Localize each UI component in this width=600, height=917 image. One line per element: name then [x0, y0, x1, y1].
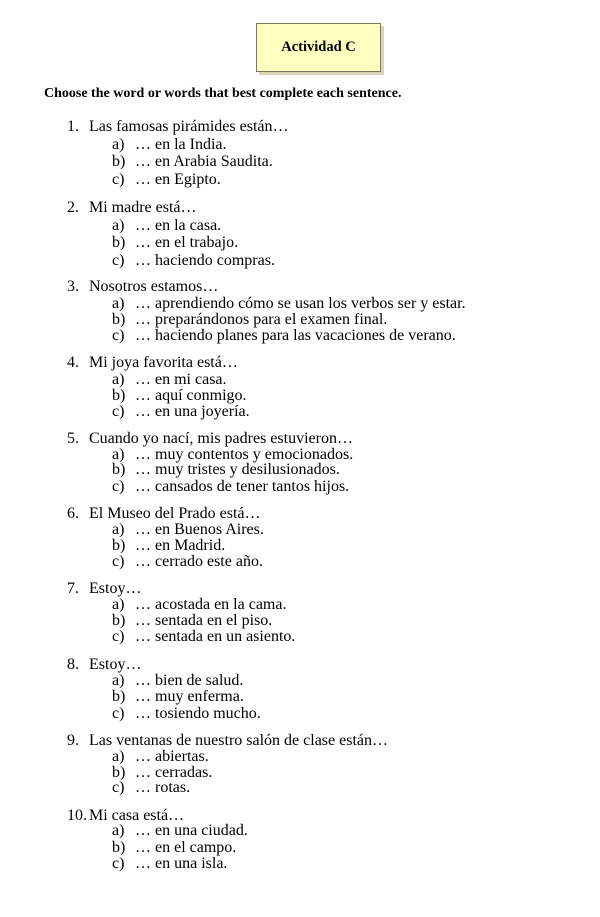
question-number: 2.	[67, 199, 79, 216]
option-letter: a)	[112, 596, 125, 613]
option-text: … preparándonos para el examen final.	[135, 311, 388, 328]
option-letter: c)	[112, 855, 125, 872]
option-text: … aprendiendo cómo se usan los verbos ser y estar.	[135, 295, 466, 312]
question-number: 5.	[67, 430, 79, 447]
option-text: … abiertas.	[135, 748, 209, 765]
option-letter: b)	[112, 153, 126, 170]
option-text: … haciendo compras.	[135, 252, 275, 269]
activity-title-box	[256, 23, 381, 72]
option-letter: a)	[112, 446, 125, 463]
question-number: 10.	[67, 807, 87, 824]
option-text: … en una isla.	[135, 855, 228, 872]
question-number: 4.	[67, 354, 79, 371]
option-letter: b)	[112, 764, 126, 781]
question-text: Las famosas pirámides están…	[89, 118, 289, 135]
option-text: … cerrado este año.	[135, 553, 263, 570]
option-letter: b)	[112, 311, 126, 328]
option-letter: b)	[112, 612, 126, 629]
option-text: … en la casa.	[135, 217, 222, 234]
option-text: … en mi casa.	[135, 371, 227, 388]
option-letter: b)	[112, 688, 126, 705]
option-letter: a)	[112, 217, 125, 234]
question-text: Mi madre está…	[89, 199, 197, 216]
option-letter: a)	[112, 136, 125, 153]
option-letter: c)	[112, 327, 125, 344]
option-letter: b)	[112, 839, 126, 856]
option-text: … muy enferma.	[135, 688, 244, 705]
option-text: … en Egipto.	[135, 171, 221, 188]
option-text: … haciendo planes para las vacaciones de verano.	[135, 327, 456, 344]
option-text: … rotas.	[135, 779, 191, 796]
option-text: … en Buenos Aires.	[135, 521, 264, 538]
option-letter: c)	[112, 628, 125, 645]
option-text: … acostada en la cama.	[135, 596, 287, 613]
option-letter: c)	[112, 478, 125, 495]
question-number: 6.	[67, 505, 79, 522]
option-text: … muy contentos y emocionados.	[135, 446, 354, 463]
question-number: 7.	[67, 580, 79, 597]
question-text: El Museo del Prado está…	[89, 505, 261, 522]
question-text: Estoy…	[89, 656, 142, 673]
option-text: … en Madrid.	[135, 537, 226, 554]
question-text: Estoy…	[89, 580, 142, 597]
question-text: Nosotros estamos…	[89, 278, 219, 295]
option-text: … en Arabia Saudita.	[135, 153, 273, 170]
option-text: … tosiendo mucho.	[135, 705, 261, 722]
question-number: 1.	[67, 118, 79, 135]
instructions: Choose the word or words that best complete each sentence.	[44, 86, 402, 101]
option-letter: c)	[112, 779, 125, 796]
option-letter: c)	[112, 403, 125, 420]
option-text: … en la India.	[135, 136, 227, 153]
option-letter: c)	[112, 171, 125, 188]
option-text: … cansados de tener tantos hijos.	[135, 478, 350, 495]
option-letter: b)	[112, 387, 126, 404]
question-text: Las ventanas de nuestro salón de clase están…	[89, 732, 389, 749]
question-number: 9.	[67, 732, 79, 749]
option-letter: a)	[112, 521, 125, 538]
option-letter: a)	[112, 371, 125, 388]
option-letter: c)	[112, 252, 125, 269]
option-letter: a)	[112, 748, 125, 765]
option-letter: b)	[112, 537, 126, 554]
option-text: … en el trabajo.	[135, 234, 239, 251]
option-text: … aquí conmigo.	[135, 387, 247, 404]
option-text: … en una joyería.	[135, 403, 250, 420]
option-letter: b)	[112, 234, 126, 251]
question-text: Mi joya favorita está…	[89, 354, 238, 371]
option-text: … en el campo.	[135, 839, 237, 856]
option-text: … en una ciudad.	[135, 822, 248, 839]
question-text: Mi casa está…	[89, 807, 185, 824]
option-text: … sentada en un asiento.	[135, 628, 296, 645]
option-letter: c)	[112, 705, 125, 722]
question-number: 3.	[67, 278, 79, 295]
option-letter: a)	[112, 672, 125, 689]
option-text: … cerradas.	[135, 764, 213, 781]
question-text: Cuando yo nací, mis padres estuvieron…	[89, 430, 353, 447]
activity-title: Actividad C	[281, 39, 356, 55]
question-number: 8.	[67, 656, 79, 673]
option-letter: a)	[112, 295, 125, 312]
option-letter: b)	[112, 461, 126, 478]
option-letter: c)	[112, 553, 125, 570]
option-text: … sentada en el piso.	[135, 612, 273, 629]
option-text: … muy tristes y desilusionados.	[135, 461, 340, 478]
option-text: … bien de salud.	[135, 672, 244, 689]
option-letter: a)	[112, 822, 125, 839]
